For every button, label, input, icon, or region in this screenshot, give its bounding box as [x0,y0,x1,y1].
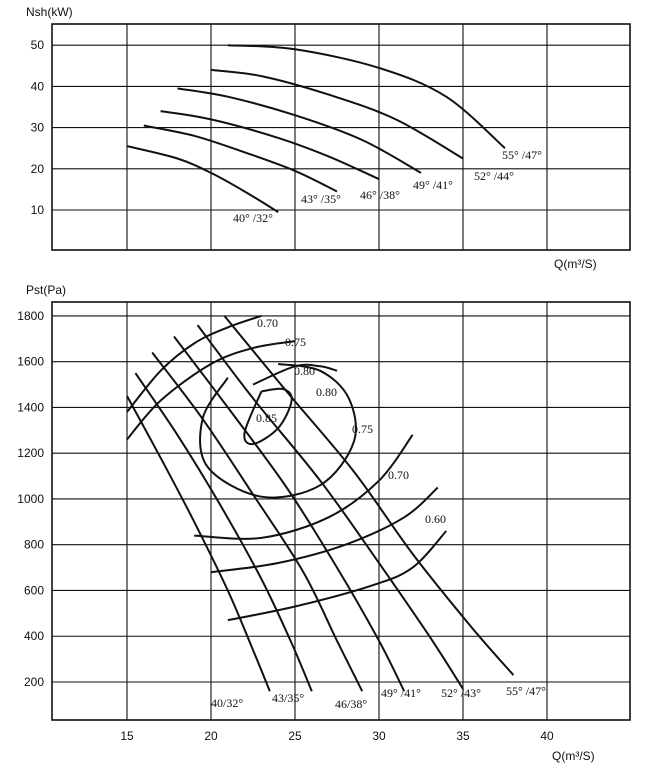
power-curve-label-3: 49° /41° [413,178,453,192]
eff-label-085: 0.85 [256,411,277,425]
pressure-x-tick-35: 35 [456,729,470,743]
blade-angle-curves [127,316,513,691]
power-y-tick-50: 50 [30,38,44,53]
power-y-ticks [31,38,45,217]
pressure-y-tick-1200: 1200 [17,446,44,461]
efficiency-labels [256,316,446,526]
eff-label-060: 0.60 [425,512,446,526]
power-curve-label-0: 40° /32° [233,211,273,225]
blade-label-0: 40/32° [211,696,244,710]
power-chart [26,5,630,271]
blade-label-1: 43/35° [272,691,305,705]
pressure-y-tick-1000: 1000 [17,491,44,506]
power-curve-4 [211,70,463,159]
blade-curve-4 [198,325,463,689]
power-y-tick-30: 30 [30,120,44,135]
pressure-y-tick-400: 400 [23,629,44,644]
pressure-x-axis-label: Q(m³/S) [552,749,595,763]
power-curve-labels [233,148,542,225]
blade-curve-0 [127,396,270,691]
pressure-x-tick-15: 15 [120,729,134,743]
pressure-y-tick-1400: 1400 [17,400,44,415]
blade-label-4: 52° /43° [441,686,481,700]
pressure-x-tick-25: 25 [288,729,302,743]
pressure-y-tick-800: 800 [23,537,44,552]
blade-curve-1 [135,373,311,691]
pressure-y-tick-1800: 1800 [17,308,44,323]
eff-label-080-b: 0.80 [316,385,337,399]
blade-label-3: 49° /41° [381,686,421,700]
pressure-y-tick-200: 200 [23,675,44,689]
power-curve-3 [177,89,421,173]
pressure-x-tick-40: 40 [540,729,554,743]
power-curve-1 [144,126,337,192]
power-x-axis-label: Q(m³/S) [554,257,597,271]
eff-label-075-b: 0.75 [352,422,373,436]
power-curve-label-4: 52° /44° [474,169,514,183]
efficiency-contour-6 [211,488,438,573]
power-y-tick-40: 40 [30,79,44,94]
pressure-chart [17,283,630,763]
eff-label-075: 0.75 [285,335,306,349]
eff-label-070: 0.70 [257,316,278,330]
eff-label-080-a: 0.80 [294,364,315,378]
power-curve-label-1: 43° /35° [301,192,341,206]
power-y-axis-label: Nsh(kW) [26,5,73,19]
pressure-x-ticks [120,729,554,743]
pressure-y-tick-1600: 1600 [17,354,44,369]
pressure-x-tick-20: 20 [204,729,218,743]
pressure-y-axis-label: Pst(Pa) [26,283,67,297]
pressure-y-tick-600: 600 [23,583,44,598]
power-curve-label-5: 55° /47° [502,148,542,162]
pressure-y-ticks [17,309,44,689]
eff-label-070-b: 0.70 [388,468,409,482]
blade-label-2: 46/38° [335,697,368,711]
power-y-tick-20: 20 [30,161,44,176]
power-y-tick-10: 10 [30,203,44,217]
efficiency-contour-5 [194,435,412,539]
power-curve-label-2: 46° /38° [360,188,400,202]
blade-label-5: 55° /47° [506,684,546,698]
pressure-x-tick-30: 30 [372,729,386,743]
